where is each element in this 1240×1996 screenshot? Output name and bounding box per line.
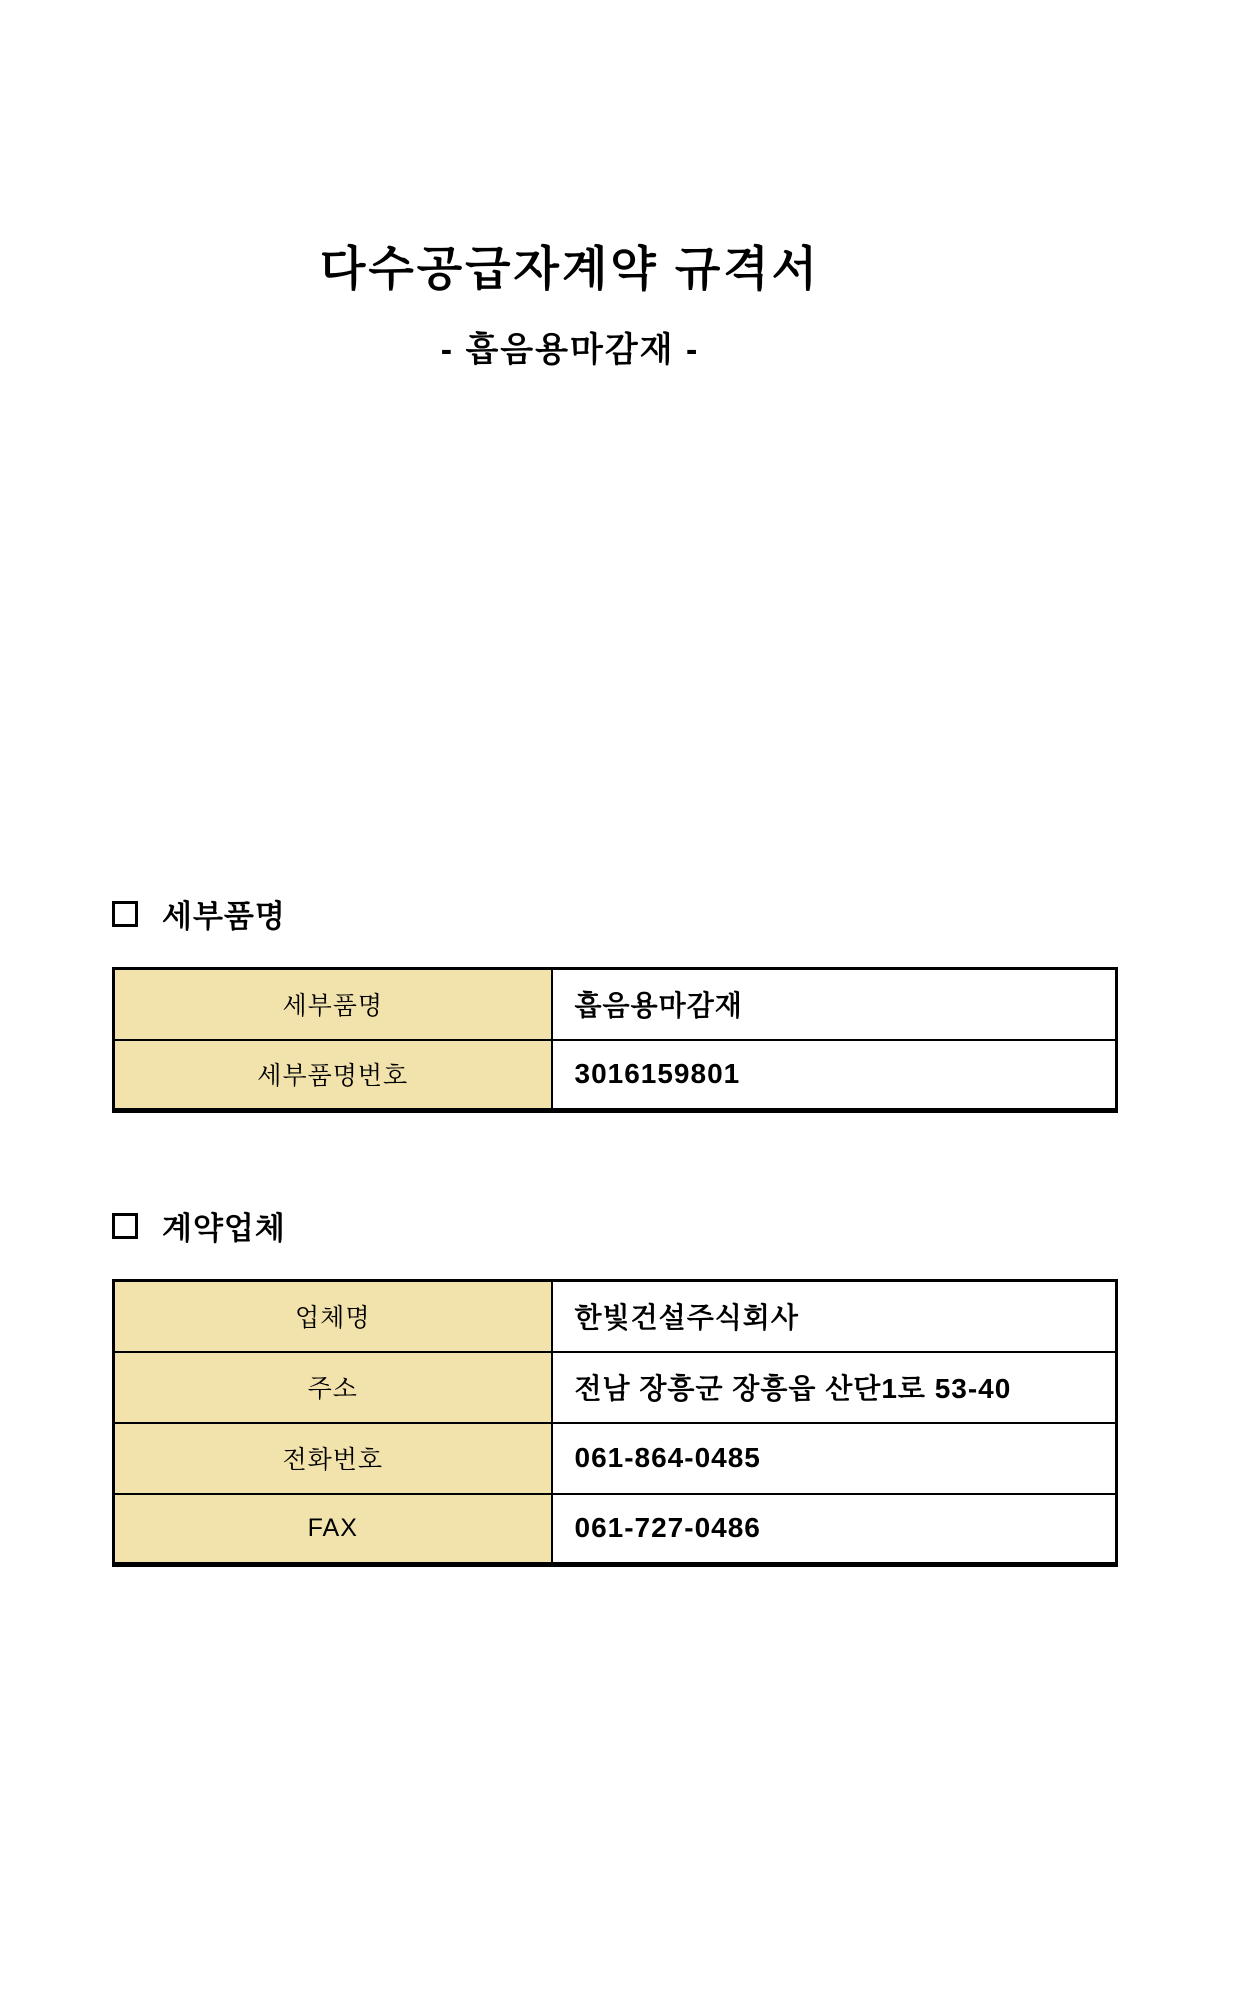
document-page <box>0 242 1240 1567</box>
row-value-cell: 전남 장흥군 장흥읍 산단1로 53-40 <box>552 1352 1117 1423</box>
row-label-cell: 세부품명 <box>114 969 552 1040</box>
row-value-cell: 061-864-0485 <box>552 1423 1117 1494</box>
row-label-cell: 업체명 <box>114 1281 552 1352</box>
section-heading-contract-company <box>112 1203 1118 1248</box>
table-row <box>114 1281 1117 1352</box>
document-title: 다수공급자계약 규격서 <box>319 242 821 295</box>
square-bullet-icon <box>112 901 138 927</box>
title-block <box>0 242 1240 371</box>
section-heading-detail-item <box>112 891 1118 936</box>
table-row <box>114 1423 1117 1494</box>
section-heading-label: 세부품명 <box>162 899 286 935</box>
row-label-cell: FAX <box>114 1494 552 1565</box>
row-value-cell: 061-727-0486 <box>552 1494 1117 1565</box>
document-subtitle: - 흡음용마감재 - <box>440 331 700 370</box>
row-value-cell: 한빛건설주식회사 <box>552 1281 1117 1352</box>
row-value-cell: 흡음용마감재 <box>552 969 1117 1040</box>
detail-item-table <box>112 967 1118 1113</box>
square-bullet-icon <box>112 1213 138 1239</box>
section-contract-company <box>112 1203 1118 1567</box>
table-row <box>114 1494 1117 1565</box>
table-row <box>114 1040 1117 1111</box>
row-value-cell: 3016159801 <box>552 1040 1117 1111</box>
table-row <box>114 1352 1117 1423</box>
row-label-cell: 세부품명번호 <box>114 1040 552 1111</box>
contract-company-table <box>112 1279 1118 1567</box>
section-detail-item-name <box>112 891 1118 1113</box>
section-heading-label: 계약업체 <box>162 1211 286 1247</box>
row-label-cell: 전화번호 <box>114 1423 552 1494</box>
row-label-cell: 주소 <box>114 1352 552 1423</box>
table-row <box>114 969 1117 1040</box>
